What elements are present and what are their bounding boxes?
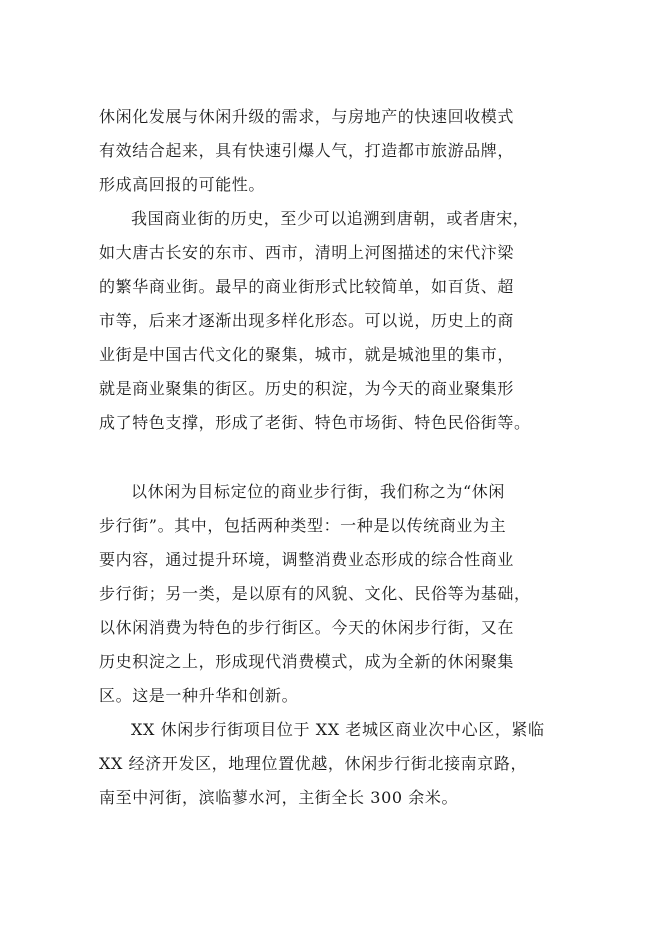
text-line: 休闲化发展与休闲升级的需求，与房地产的快速回收模式 bbox=[99, 107, 515, 126]
text-line: 业街是中国古代文化的聚集，城市，就是城池里的集市， bbox=[99, 345, 515, 364]
text-line: 市等，后来才逐渐出现多样化形态。可以说，历史上的商 bbox=[99, 311, 515, 330]
text-line: 步行街；另一类，是以原有的风貌、文化、民俗等为基础， bbox=[99, 584, 531, 603]
text-line: 的繁华商业街。最早的商业街形式比较简单，如百货、超 bbox=[99, 277, 515, 296]
text-line: 步行街”。其中，包括两种类型：一种是以传统商业为主 bbox=[99, 516, 507, 535]
text-line: 如大唐古长安的东市、西市，清明上河图描述的宋代汴梁 bbox=[99, 243, 515, 262]
text-line: 以休闲消费为特色的步行街区。今天的休闲步行街，又在 bbox=[99, 618, 515, 637]
text-line: 要内容，通过提升环境，调整消费业态形成的综合性商业 bbox=[99, 550, 515, 569]
text-line: XX 经济开发区，地理位置优越，休闲步行街北接南京路， bbox=[99, 754, 528, 773]
text-line: 形成高回报的可能性。 bbox=[99, 175, 266, 194]
text-line: 有效结合起来，具有快速引爆人气，打造都市旅游品牌， bbox=[99, 141, 515, 160]
text-line: 历史积淀之上，形成现代消费模式，成为全新的休闲聚集 bbox=[99, 652, 515, 671]
text-line: 我国商业街的历史，至少可以追溯到唐朝，或者唐宋， bbox=[131, 209, 530, 228]
text-line: 就是商业聚集的街区。历史的积淀，为今天的商业聚集形 bbox=[99, 379, 515, 398]
text-line: 成了特色支撑，形成了老街、特色市场街、特色民俗街等。 bbox=[99, 413, 531, 432]
text-line: 以休闲为目标定位的商业步行街，我们称之为“休闲 bbox=[131, 482, 505, 501]
text-line: XX 休闲步行街项目位于 XX 老城区商业次中心区，紧临 bbox=[131, 720, 545, 739]
text-line: 区。这是一种升华和创新。 bbox=[99, 686, 299, 705]
text-line: 南至中河街，滨临蓼水河，主街全长 300 余米。 bbox=[99, 788, 459, 807]
